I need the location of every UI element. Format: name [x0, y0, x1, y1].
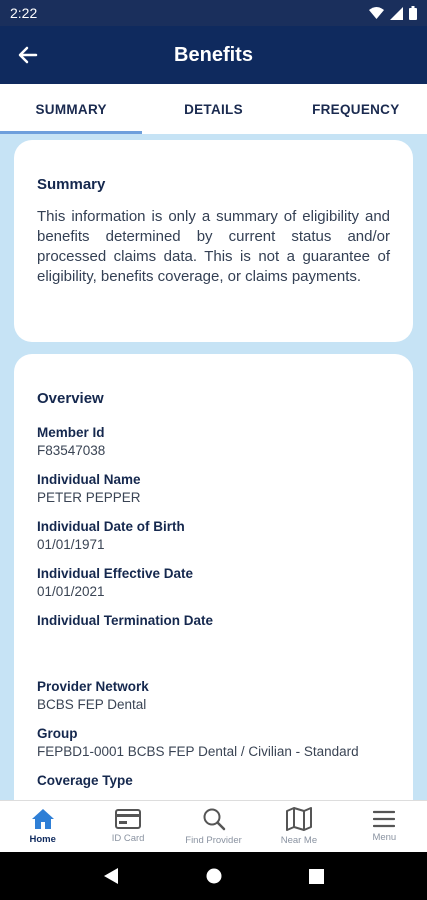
bottom-nav	[0, 800, 427, 852]
wifi-icon	[369, 7, 384, 19]
status-time: 2:22	[10, 5, 38, 21]
field-value: BCBS FEP Dental	[37, 697, 147, 712]
overview-card	[14, 354, 413, 800]
field-effective-date	[37, 566, 390, 601]
field-label: Member Id	[37, 425, 105, 440]
nav-label: ID Card	[111, 833, 145, 844]
map-icon	[286, 807, 312, 831]
back-triangle-icon[interactable]	[103, 867, 119, 885]
field-label: Individual Date of Birth	[37, 519, 185, 534]
battery-icon	[409, 6, 417, 20]
app-bar	[0, 26, 427, 84]
home-circle-icon[interactable]	[206, 868, 222, 884]
field-termination-date	[37, 613, 390, 667]
status-bar	[0, 0, 427, 26]
field-date-of-birth	[37, 519, 390, 554]
nav-label: Near Me	[280, 835, 318, 846]
back-button[interactable]	[0, 26, 56, 84]
menu-icon	[373, 810, 395, 828]
tab-frequency[interactable]: FREQUENCY	[312, 101, 400, 117]
field-label: Group	[37, 726, 78, 741]
signal-icon	[390, 7, 403, 20]
field-coverage-type	[37, 773, 390, 800]
summary-heading: Summary	[37, 176, 106, 193]
tab-details[interactable]: DETAILS	[184, 101, 243, 117]
field-value	[37, 791, 390, 800]
recents-square-icon[interactable]	[309, 869, 324, 884]
field-label: Individual Termination Date	[37, 613, 214, 628]
field-value: F83547038	[37, 443, 106, 458]
tab-bar	[0, 84, 427, 134]
home-icon	[31, 808, 55, 830]
field-group	[37, 726, 390, 761]
field-value: PETER PEPPER	[37, 490, 141, 505]
field-label: Individual Name	[37, 472, 141, 487]
field-label: Individual Effective Date	[37, 566, 194, 581]
nav-label: Menu	[372, 832, 397, 843]
nav-menu[interactable]	[342, 801, 427, 852]
field-label: Coverage Type	[37, 773, 133, 788]
tab-summary[interactable]: SUMMARY	[0, 84, 142, 134]
id-card-icon	[115, 809, 141, 829]
summary-card	[14, 140, 413, 342]
summary-text: This information is only a summary of eligibility and benefits determined by current status and/or processed claims data. This is not a guarantee of eligibility, benefits coverage, or claims payments.	[37, 208, 390, 285]
field-label: Provider Network	[37, 679, 149, 694]
field-member-id	[37, 425, 390, 460]
field-provider-network	[37, 679, 390, 714]
nav-id-card[interactable]	[85, 801, 170, 852]
page-title: Benefits	[174, 43, 253, 66]
field-value: 01/01/2021	[37, 584, 105, 599]
nav-near-me[interactable]	[256, 801, 341, 852]
arrow-left-icon	[18, 45, 38, 65]
overview-heading: Overview	[37, 390, 104, 407]
field-value: 01/01/1971	[37, 537, 105, 552]
nav-label: Find Provider	[185, 835, 242, 846]
nav-label: Home	[29, 834, 56, 845]
scroll-content[interactable]	[0, 134, 427, 800]
status-icons	[369, 6, 417, 20]
system-nav-bar	[0, 852, 427, 900]
field-individual-name	[37, 472, 390, 507]
field-value	[37, 631, 390, 667]
nav-home[interactable]	[0, 801, 85, 852]
nav-find-provider[interactable]	[171, 801, 256, 852]
search-icon	[202, 807, 226, 831]
field-value: FEPBD1-0001 BCBS FEP Dental / Civilian - Standard	[37, 744, 359, 759]
